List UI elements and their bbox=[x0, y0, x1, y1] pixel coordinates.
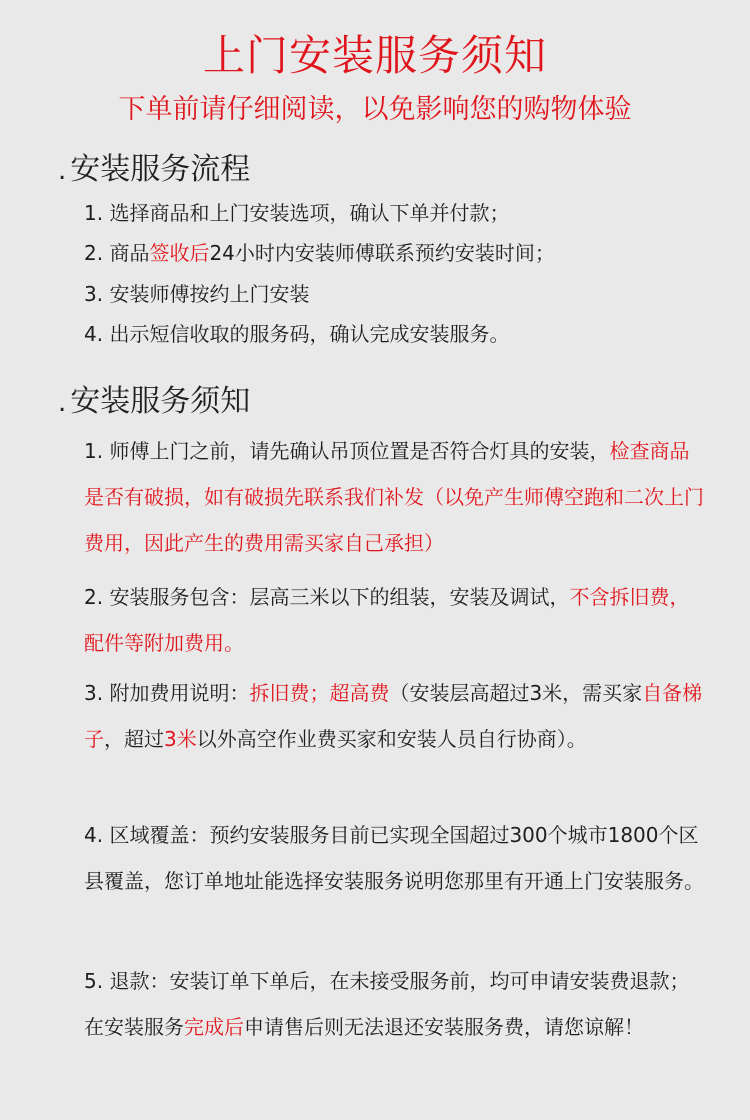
process-step-1: 1. 选择商品和上门安装选项，确认下单并付款； bbox=[84, 201, 510, 225]
section-heading-label: 安装服务须知 bbox=[70, 384, 251, 419]
notice-3-red2: 自备梯子 bbox=[84, 681, 703, 751]
process-step-4: 4. 出示短信收取的服务码，确认完成安装服务。 bbox=[84, 322, 510, 346]
process-step-2-highlight: 签收后 bbox=[149, 241, 210, 265]
process-step-2 bbox=[84, 238, 555, 268]
page-title: 上门安装服务须知 bbox=[202, 31, 547, 80]
notice-5-part2: 申请售后则无法退还安装服务费，请您谅解！ bbox=[244, 1015, 644, 1039]
notice-item-5 bbox=[84, 958, 704, 1050]
notice-2-text: 2. 安装服务包含：层高三米以下的组装，安装及调试， bbox=[84, 585, 570, 609]
section-heading-notice bbox=[58, 382, 250, 423]
notice-item-1 bbox=[84, 428, 704, 566]
notice-1-text: 1. 师傅上门之前，请先确认吊顶位置是否符合灯具的安装， bbox=[84, 439, 610, 463]
process-step-2-after: 24小时内安装师傅联系预约安装时间； bbox=[209, 241, 555, 265]
process-step-3: 3. 安装师傅按约上门安装 bbox=[84, 282, 310, 306]
notice-item-4: 4. 区域覆盖：预约安装服务目前已实现全国超过300个城市1800个区县覆盖，您订单地址能选择安装服务说明您那里有开通上门安装服务。 bbox=[84, 823, 704, 893]
section-bullet: . bbox=[58, 388, 67, 418]
notice-3-red3: 3米 bbox=[164, 727, 197, 751]
page-subtitle: 下单前请仔细阅读，以免影响您的购物体验 bbox=[118, 94, 632, 125]
notice-3-red1: 拆旧费；超高费 bbox=[249, 681, 390, 705]
notice-3-part2: （安装层高超过3米，需买家 bbox=[389, 681, 643, 705]
section-heading-process bbox=[58, 150, 250, 191]
process-step-2-before: 2. 商品 bbox=[84, 241, 150, 265]
section-bullet: . bbox=[58, 156, 67, 186]
notice-3-part3: ，超过 bbox=[104, 727, 164, 751]
notice-item-2 bbox=[84, 574, 704, 666]
notice-3-part4: 以外高空作业费买家和安装人员自行协商）。 bbox=[196, 727, 587, 751]
notice-5-red: 完成后 bbox=[184, 1015, 244, 1039]
notice-1-highlight: 检查商品是否有破损，如有破损先联系我们补发（以免产生师傅空跑和二次上门费用，因此产生的费用需买家自己承担） bbox=[84, 439, 704, 555]
notice-5-part1: 5. 退款：安装订单下单后，在未接受服务前，均可申请安装费退款；在安装服务 bbox=[84, 969, 690, 1039]
notice-2-highlight: 不含拆旧费，配件等附加费用。 bbox=[84, 585, 690, 655]
notice-3-part1: 3. 附加费用说明： bbox=[84, 681, 250, 705]
section-heading-label: 安装服务流程 bbox=[70, 152, 251, 187]
notice-item-3 bbox=[84, 670, 704, 762]
